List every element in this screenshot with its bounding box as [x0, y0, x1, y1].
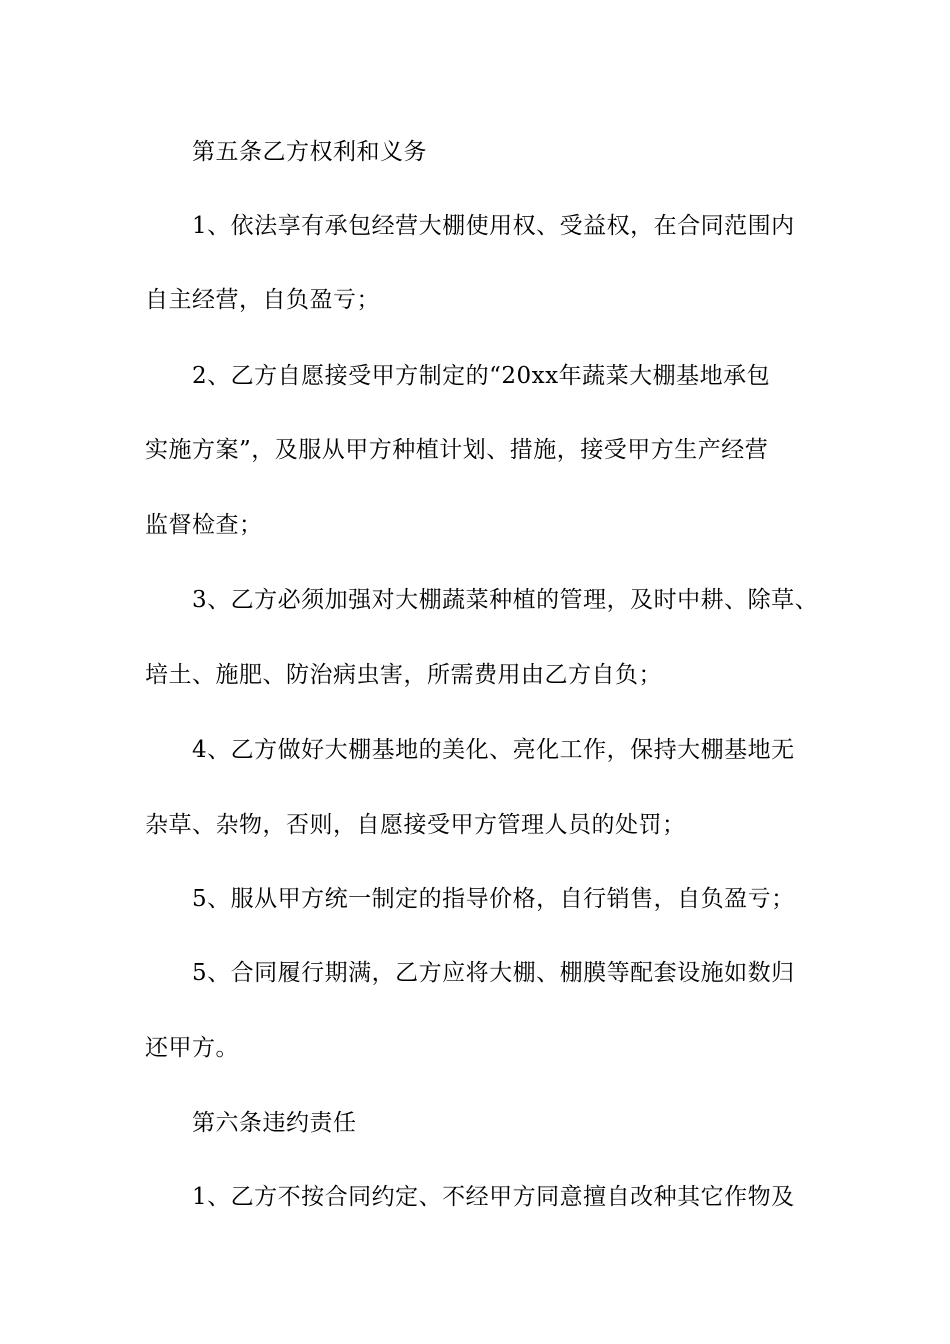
paragraph-line: 还甲方。 — [145, 1035, 239, 1061]
paragraph-line: 2、乙方自愿接受甲方制定的“20xx年蔬菜大棚基地承包 — [192, 363, 771, 389]
paragraph-line: 4、乙方做好大棚基地的美化、亮化工作，保持大棚基地无 — [192, 737, 795, 763]
paragraph-line: 自主经营，自负盈亏； — [145, 287, 380, 313]
paragraph-line: 5、服从甲方统一制定的指导价格，自行销售，自负盈亏； — [192, 886, 795, 912]
paragraph-line: 1、乙方不按合同约定、不经甲方同意擅自改种其它作物及 — [192, 1184, 795, 1210]
paragraph-line: 3、乙方必须加强对大棚蔬菜种植的管理，及时中耕、除草、 — [192, 587, 819, 613]
paragraph-line: 5、合同履行期满，乙方应将大棚、棚膜等配套设施如数归 — [192, 960, 795, 986]
paragraph-line: 杂草、杂物，否则，自愿接受甲方管理人员的处罚； — [145, 812, 686, 838]
paragraph-line: 1、依法享有承包经营大棚使用权、受益权，在合同范围内 — [192, 213, 795, 239]
section-heading-5: 第五条乙方权利和义务 — [192, 139, 427, 165]
paragraph-line: 培土、施肥、防治病虫害，所需费用由乙方自负； — [145, 662, 662, 688]
section-heading-6: 第六条违约责任 — [192, 1110, 357, 1136]
paragraph-line: 实施方案”，及服从甲方种植计划、措施，接受甲方生产经营 — [145, 437, 769, 463]
paragraph-line: 监督检查； — [145, 512, 263, 538]
